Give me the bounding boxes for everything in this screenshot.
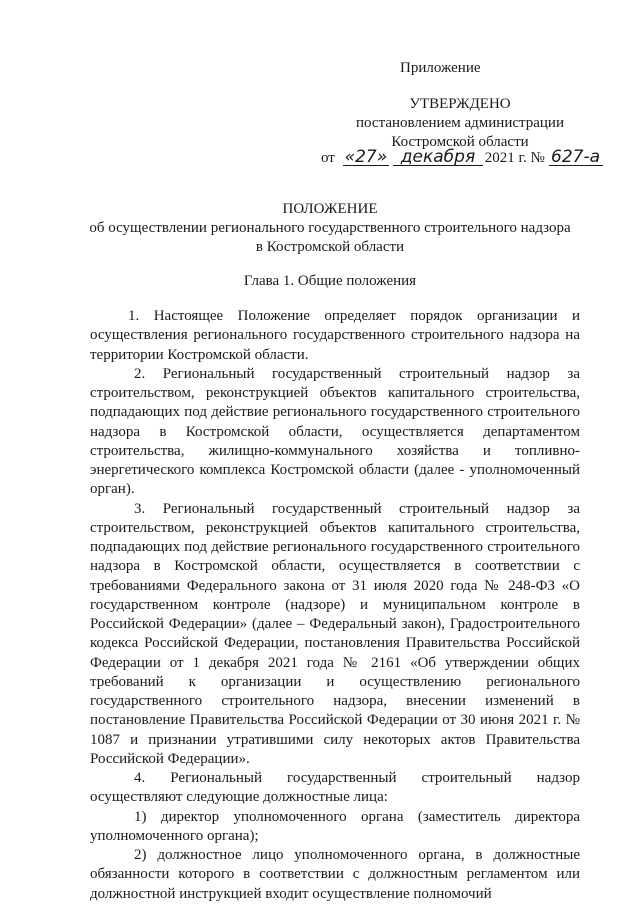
paragraph-1: 1. Настоящее Положение определяет порядок организации и осуществления регионального государственного строительного надзора на территории Костромской области. <box>90 308 580 363</box>
decree-line-1: постановлением администрации <box>356 115 564 131</box>
date-number-field <box>551 147 601 167</box>
date-month-field <box>395 147 481 167</box>
list-item-2: 2) должностное лицо уполномоченного органа, в должностные обязанности которого в соответствии с должностным регламентом или должностной инструкцией входит осуществление полномочий <box>90 847 580 902</box>
date-day-handwritten: «27» <box>344 147 388 167</box>
date-number-handwritten: 627-а <box>551 147 601 167</box>
date-month-handwritten: декабря <box>400 147 476 167</box>
decree-line-2: Костромской области <box>391 134 529 150</box>
paragraph-3: 3. Региональный государственный строительный надзор за строительством, реконструкцией объектов капитального строительства, подпадающих под действие регионального государственного строительного надзора в Костромской области, осуществляется в соответствии с требованиями Федерального закона от 31 июля 2020 года № 248-ФЗ «О государственном контроле (надзоре) и муниципальном контроле в Российской Федерации» (далее – Федеральный закон), Градостроительного кодекса Российской Федерации, постановления Правительства Российской Федерации от 1 декабря 2021 года № 2161 «Об утверждении общих требований к организации и осуществлению регионального государственного строительного надзора, внесении изменений в постановление Правительства Российской Федерации от 30 июня 2021 г. № 1087 и признании утратившими силу некоторых актов Правительства Российской Федерации». <box>90 500 580 767</box>
date-year: 2021 г. № <box>484 150 545 166</box>
paragraph-2: 2. Региональный государственный строительный надзор за строительством, реконструкцией объектов капитального строительства, подпадающих под действие регионального государственного строительного надзора в Костромской области, осуществляется департаментом строительства, жилищно-коммунального хозяйства и топливно-энергетического комплекса Костромской области (далее - уполномоченный орган). <box>90 365 580 498</box>
date-prefix: от <box>321 150 335 166</box>
decree-date-line <box>321 147 621 169</box>
date-day-field <box>345 147 388 167</box>
paragraph-4: 4. Региональный государственный строительный надзор осуществляют следующие должностные лица: <box>90 770 580 806</box>
approved-heading: УТВЕРЖДЕНО <box>409 96 511 112</box>
approval-stamp-block <box>320 95 600 152</box>
document-title: ПОЛОЖЕНИЕ <box>282 201 378 217</box>
chapter-heading: Глава 1. Общие положения <box>243 273 417 289</box>
appendix-label: Приложение <box>400 60 481 76</box>
document-subtitle-1: об осуществлении регионального государственного строительного надзора <box>89 220 571 236</box>
list-item-1: 1) директор уполномоченного органа (заместитель директора уполномоченного органа); <box>90 808 580 844</box>
document-subtitle-2: в Костромской области <box>255 239 405 255</box>
document-body <box>90 307 580 904</box>
